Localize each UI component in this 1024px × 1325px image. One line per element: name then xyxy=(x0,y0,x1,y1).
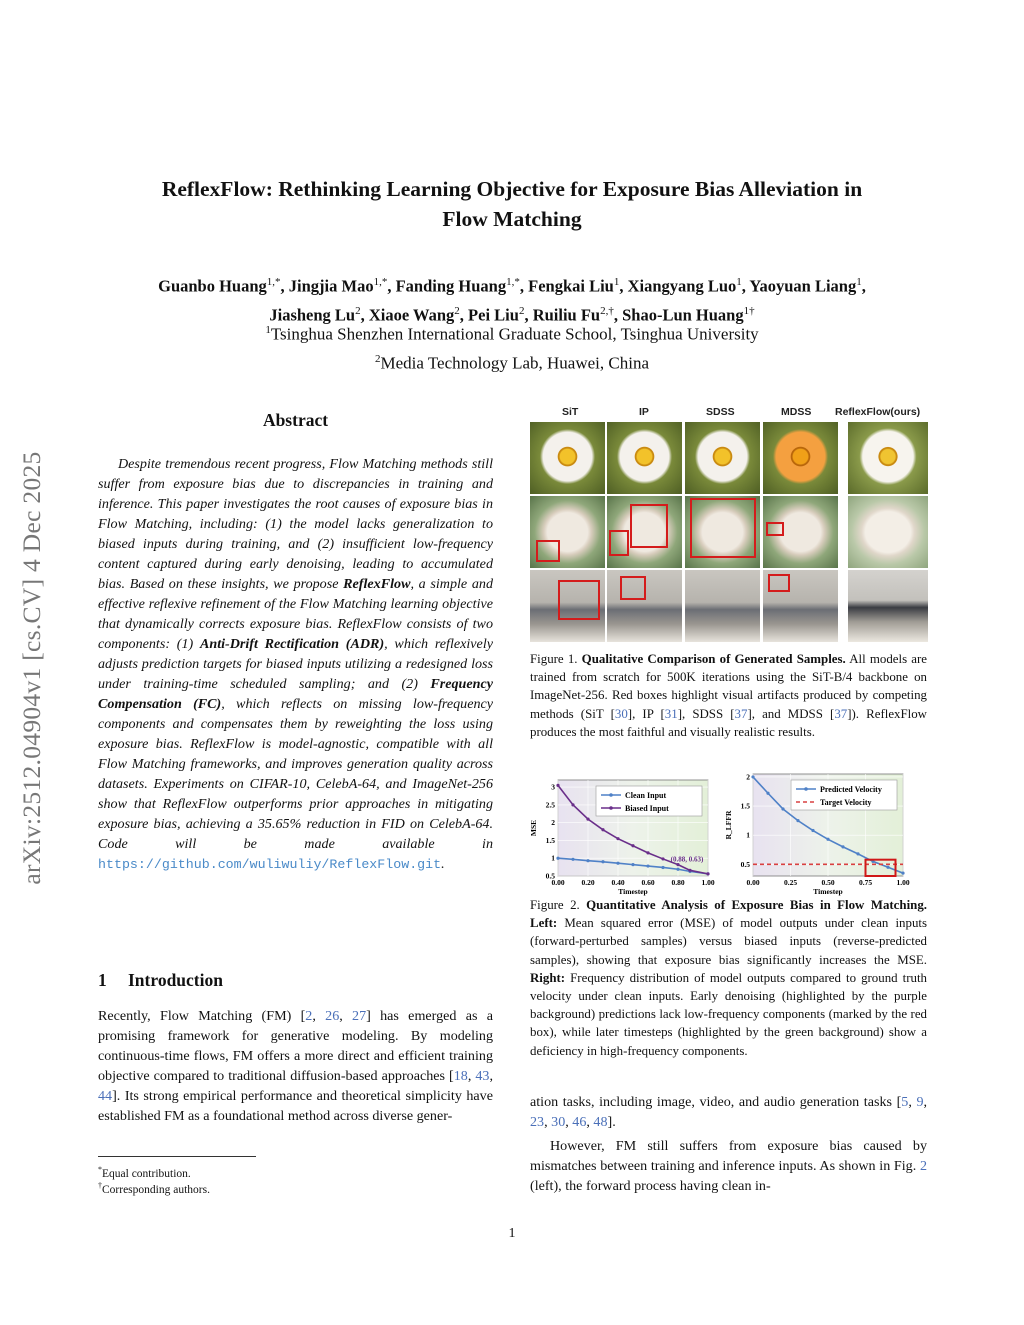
author-name: Guanbo Huang xyxy=(158,276,267,296)
abstract-heading: Abstract xyxy=(262,410,329,430)
artifact-highlight-box xyxy=(690,498,756,558)
fig1-label-mdss: MDSS xyxy=(781,406,812,418)
author-affiliation-mark: 2 xyxy=(355,304,361,317)
r-ytick-label: 0.5 xyxy=(740,859,750,869)
r-data-point xyxy=(886,866,889,869)
author-affiliation-mark: 1,* xyxy=(373,276,388,288)
r-ytick-label: 1.5 xyxy=(740,801,750,811)
introduction-paragraph: Recently, Flow Matching (FM) [2, 26, 27] has emerged as a promising framework for generative modeling. By modeling continuous-time flows, FM offers a more direct and efficient training objective compared to traditional diffusion-based approaches [18, 43, 44]. Its strong empirical performance and theoretical simplicity have established FM as a foundational method across diverse gener- xyxy=(98,1008,494,1124)
r-x-axis-label: Timestep xyxy=(813,887,843,896)
l-legend-marker xyxy=(609,806,613,810)
l-data-point xyxy=(556,857,559,860)
citation-link[interactable]: 31 xyxy=(664,706,678,721)
citation-link[interactable]: 9 xyxy=(916,1094,924,1110)
fig1-label-ip: IP xyxy=(639,406,649,418)
l-data-point xyxy=(556,784,559,787)
r-data-point xyxy=(901,871,904,874)
l-ytick-label: 2.5 xyxy=(545,800,555,810)
citation-link[interactable]: 44 xyxy=(98,1088,113,1104)
author-name: Xiangyang Luo xyxy=(627,276,737,296)
l-data-point xyxy=(646,864,649,867)
r-legend-label: Target Velocity xyxy=(820,798,872,807)
citation-link[interactable]: 30 xyxy=(614,706,628,721)
author-affiliation-mark: 1,* xyxy=(506,276,520,288)
citation-link[interactable]: 43 xyxy=(475,1068,490,1084)
citation-link[interactable]: 2 xyxy=(919,1158,927,1174)
author-name: Xiaoe Wang xyxy=(368,305,455,324)
title-line-1: ReflexFlow: Rethinking Learning Objective for Exposure Bias Alleviation in xyxy=(161,177,863,201)
l-data-point xyxy=(676,868,679,871)
r-data-point xyxy=(826,838,829,841)
footnote-2: †Corresponding authors. xyxy=(98,1181,210,1196)
author-name: Shao-Lun Huang xyxy=(622,305,744,324)
right-column-paragraph-2: However, FM still suffers from exposure bias caused by mismatches between training and inference inputs. As shown in Fig. 2 (left), the forward process having clean in- xyxy=(530,1138,927,1194)
l-xtick-label: 0.60 xyxy=(641,878,655,887)
citation-link[interactable]: 26 xyxy=(325,1008,340,1024)
author-line-1: Guanbo Huang$^{1,*}$, Jingjia Mao$^{1,*}$, Fanding Huang$^{1,*}$, Fengkai Liu$^1$, Xiangyang Luo$^1$, Yaoyuan Liang$^1$, xyxy=(158,276,866,296)
affiliation-1: $^1$Tsinghua Shenzhen International Graduate School, Tsinghua University xyxy=(265,324,759,344)
l-xtick-label: 0.80 xyxy=(671,878,685,887)
l-legend-label: Clean Input xyxy=(625,791,667,800)
citation-link[interactable]: 37 xyxy=(834,706,848,721)
artifact-highlight-box xyxy=(536,540,560,562)
author-name: Jiasheng Lu xyxy=(269,305,356,324)
r-data-point xyxy=(856,852,859,855)
author-affiliation-mark: 2 xyxy=(518,304,525,317)
l-data-point xyxy=(571,803,574,806)
citation-link[interactable]: 5 xyxy=(901,1094,909,1110)
author-name: Ruiliu Fu xyxy=(532,305,601,324)
sample-image xyxy=(848,422,928,494)
citation-link[interactable]: 23 xyxy=(530,1114,545,1130)
l-ytick-label: 0.5 xyxy=(545,871,555,881)
fig1-label-sit: SiT xyxy=(562,406,579,418)
figure-2-charts xyxy=(528,766,928,896)
footnote-1: *Equal contribution. xyxy=(98,1165,191,1180)
author-affiliation-mark: 2,† xyxy=(600,304,614,317)
sample-image xyxy=(848,496,928,568)
citation-link[interactable]: 18 xyxy=(453,1068,468,1084)
r-ytick-label: 1 xyxy=(746,830,750,840)
r-data-point xyxy=(796,819,799,822)
fig1-label-sdss: SDSS xyxy=(706,406,735,418)
artifact-highlight-box xyxy=(609,530,629,556)
r-xtick-label: 0.50 xyxy=(821,878,835,887)
citation-link[interactable]: 30 xyxy=(551,1114,566,1130)
section-heading-introduction: 1 Introduction xyxy=(98,970,223,990)
fig1-label-reflexflow: ReflexFlow(ours) xyxy=(835,406,921,418)
author-affiliation-mark: 1 xyxy=(613,276,620,288)
author-name: Fengkai Liu xyxy=(528,276,614,296)
l-xtick-label: 0.40 xyxy=(611,878,625,887)
l-ytick-label: 3 xyxy=(551,782,555,792)
l-data-point xyxy=(661,857,664,860)
l-data-point xyxy=(616,862,619,865)
author-name: Pei Liu xyxy=(468,305,519,324)
citation-link[interactable]: 27 xyxy=(352,1008,367,1024)
l-data-point xyxy=(616,837,619,840)
arxiv-id: arXiv:2512.04904v1 [cs.CV] 4 Dec 2025 xyxy=(17,450,46,885)
r-xtick-label: 0.75 xyxy=(858,878,873,887)
l-y-axis-label: MSE xyxy=(529,819,538,837)
code-link[interactable]: https://github.com/wuliwuliy/ReflexFlow.git xyxy=(98,857,442,872)
author-name: Jingjia Mao xyxy=(288,276,374,296)
artifact-highlight-box xyxy=(620,576,646,600)
sample-image xyxy=(685,570,760,642)
figure-2-caption: Figure 2. Quantitative Analysis of Exposure Bias in Flow Matching. Left: Mean squared error (MSE) of model outputs under clean inputs (forward-perturbed samples) versus biased inputs (reverse-predicted samples), showing that exposure bias significantly increases the MSE. Right: Frequency distribution of model outputs compared to ground truth velocity under clean inputs. Early denoising (highlighted by the purple background) predictions lack low-frequency components (marked by the red box), while later timesteps (highlighted by the green background) show a deficiency in high-frequency components. xyxy=(530,898,927,1058)
l-xtick-label: 0.20 xyxy=(581,878,595,887)
r-xtick-label: 1.00 xyxy=(896,878,910,887)
r-data-point xyxy=(781,807,784,810)
citation-link[interactable]: 2 xyxy=(305,1008,313,1024)
l-ytick-label: 1.5 xyxy=(545,835,555,845)
l-data-point xyxy=(601,828,604,831)
citation-link[interactable]: 46 xyxy=(572,1114,587,1130)
l-data-point xyxy=(586,818,589,821)
arxiv-sidebar xyxy=(14,380,50,955)
title-line-2: Flow Matching xyxy=(442,207,582,231)
paper-title xyxy=(60,174,964,234)
r-xtick-label: 0.00 xyxy=(746,878,760,887)
r-ytick-label: 2 xyxy=(746,772,750,782)
l-data-point xyxy=(631,844,634,847)
l-annotation: (0.88, 0.63) xyxy=(670,855,704,864)
l-ytick-label: 2 xyxy=(551,818,555,828)
l-data-point xyxy=(586,859,589,862)
footnote-rule xyxy=(98,1156,256,1157)
author-affiliation-mark: 1 xyxy=(856,276,862,288)
author-affiliation-mark: 2 xyxy=(454,304,460,317)
r-xtick-label: 0.25 xyxy=(783,878,798,887)
artifact-highlight-box xyxy=(558,580,600,620)
author-line-2: Jiasheng Lu$^2$, Xiaoe Wang$^2$, Pei Liu$^2$, Ruiliu $Fu^{2,\dagger}$, Shao-Lun Huang$^{1\dagger}$ xyxy=(269,304,755,324)
affiliation-2: $^2$Media Technology Lab, Huawei, China xyxy=(374,352,650,373)
author-name: Yaoyuan Liang xyxy=(749,276,857,296)
l-ytick-label: 1 xyxy=(551,853,555,863)
l-data-point xyxy=(646,851,649,854)
sample-image xyxy=(530,422,605,494)
sample-image xyxy=(848,570,928,642)
l-data-point xyxy=(676,863,679,866)
l-data-point xyxy=(706,872,709,875)
l-data-point xyxy=(688,869,691,872)
author-affiliation-mark: 1,* xyxy=(266,276,281,288)
r-data-point xyxy=(841,845,844,848)
author-affiliation-mark: 1 xyxy=(736,276,742,288)
l-legend-marker xyxy=(609,793,613,797)
artifact-highlight-box xyxy=(630,504,668,548)
r-data-point xyxy=(811,829,814,832)
l-x-axis-label: Timestep xyxy=(618,887,648,896)
figure-1-grid xyxy=(530,406,928,646)
author-name: Fanding Huang xyxy=(395,276,507,296)
abstract-body: Despite tremendous recent progress, Flow Matching methods still suffer from exposure bias due to discrepancies in training and inference. This paper investigates the root causes of exposure bias in Flow Matching, including: (1) the model lacks generalization to biased inputs during training, and (2) insufficient low-frequency content captured during early denoising, leading to accumulated bias. Based on these insights, we propose ReflexFlow, a simple and effective reflexive refinement of the Flow Matching learning objective that dynamically corrects exposure bias. ReflexFlow consists of two components: (1) Anti-Drift Rectification (ADR), which reflexively adjusts prediction targets for biased inputs utilizing a redesigned loss under training-time scheduled sampling; and (2) Frequency Compensation (FC), which reflects on missing low-frequency components and compensates them by reweighting the loss using exposure bias. ReflexFlow is model-agnostic, compatible with all Flow Matching frameworks, and improves generation quality across datasets. Experiments on CIFAR-10, CelebA-64, and ImageNet-256 show that ReflexFlow outperforms prior approaches in mitigating exposure bias, achieving a 35.65% reduction in FID on CelebA-64. Code will be made available in https://github.com/wuliwuliy/ReflexFlow.git. xyxy=(98,456,494,872)
l-data-point xyxy=(601,860,604,863)
r-data-point xyxy=(751,775,754,778)
artifact-highlight-box xyxy=(766,522,784,536)
r-data-point xyxy=(766,792,769,795)
page-number: 1 xyxy=(508,1226,516,1241)
r-legend-marker xyxy=(804,787,808,791)
r-y-axis-label: R_LFFR xyxy=(724,810,733,840)
author-affiliation-mark: 1† xyxy=(743,304,755,317)
affiliations xyxy=(60,318,964,375)
l-data-point xyxy=(631,863,634,866)
l-legend-label: Biased Input xyxy=(625,804,669,813)
l-data-point xyxy=(661,866,664,869)
l-xtick-label: 0.00 xyxy=(551,878,565,887)
sample-image xyxy=(685,422,760,494)
artifact-highlight-box xyxy=(768,574,790,592)
right-column-paragraph-1: ation tasks, including image, video, and audio generation tasks [5, 9, 23, 30, 46, 48]. xyxy=(530,1094,928,1130)
citation-link[interactable]: 48 xyxy=(593,1114,608,1130)
figure-1-caption: Figure 1. Qualitative Comparison of Generated Samples. All models are trained from scratch for 500K iterations using the SiT-B/4 backbone on ImageNet-256. Red boxes highlight visual artifacts produced by competing methods (SiT [30], IP [31], SDSS [37], and MDSS [37]). ReflexFlow produces the most faithful and visually realistic results. xyxy=(530,652,927,739)
l-xtick-label: 1.00 xyxy=(701,878,715,887)
sample-image xyxy=(607,422,682,494)
citation-link[interactable]: 37 xyxy=(734,706,748,721)
r-legend-label: Predicted Velocity xyxy=(820,785,882,794)
sample-image xyxy=(763,422,838,494)
l-data-point xyxy=(571,858,574,861)
